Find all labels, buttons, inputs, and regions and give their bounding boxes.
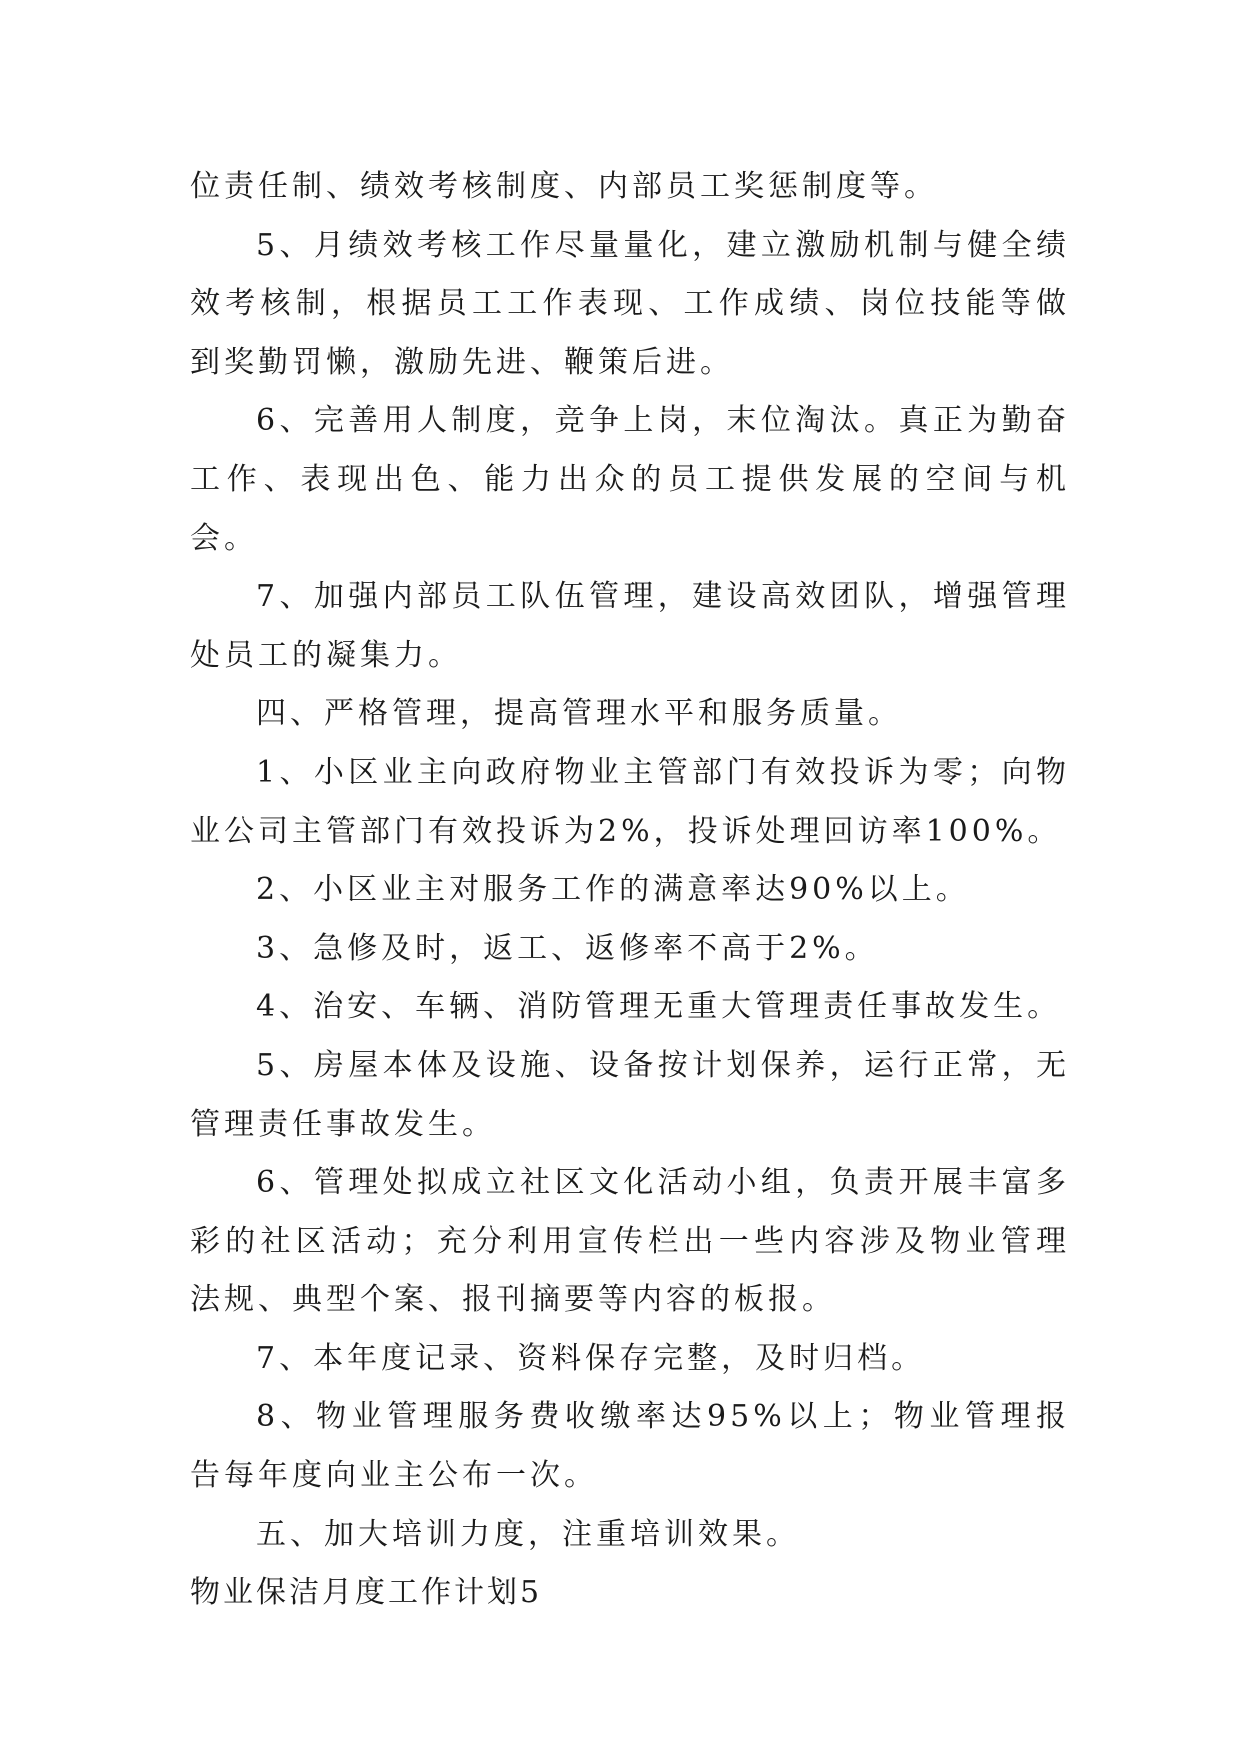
document-title-line: 物业保洁月度工作计划5: [190, 1575, 543, 1611]
paragraph-item-5b: 5、房屋本体及设施、设备按计划保养，运行正常，无管理责任事故发生。: [190, 1047, 1070, 1142]
section-heading-4: 四、严格管理，提高管理水平和服务质量。: [256, 696, 902, 732]
paragraph-item-7: 7、加强内部员工队伍管理，建设高效团队，增强管理处员工的凝集力。: [190, 579, 1070, 673]
section-heading-5: 五、加大培训力度，注重培训效果。: [256, 1516, 800, 1552]
paragraph-item-6b: 6、管理处拟成立社区文化活动小组，负责开展丰富多彩的社区活动；充分利用宣传栏出一些内容涉及物业管理法规、典型个案、报刊摘要等内容的板报。: [190, 1165, 1070, 1318]
paragraph-item-4: 4、治安、车辆、消防管理无重大管理责任事故发生。: [256, 989, 1062, 1025]
paragraph-item-3: 3、急修及时，返工、返修率不高于2%。: [256, 930, 879, 966]
paragraph-item-5: 5、月绩效考核工作尽量量化，建立激励机制与健全绩效考核制，根据员工工作表现、工作成绩、岗位技能等做到奖勤罚懒，激励先进、鞭策后进。: [190, 227, 1070, 380]
paragraph-item-8: 8、物业管理服务费收缴率达95%以上；物业管理报告每年度向业主公布一次。: [190, 1399, 1070, 1494]
paragraph-item-7b: 7、本年度记录、资料保存完整，及时归档。: [256, 1340, 926, 1376]
document-body: [190, 158, 1070, 1623]
paragraph-continuation: 位责任制、绩效考核制度、内部员工奖惩制度等。: [190, 169, 938, 204]
paragraph-item-6: 6、完善用人制度，竞争上岗，末位淘汰。真正为勤奋工作、表现出色、能力出众的员工提供发展的空间与机会。: [190, 403, 1070, 556]
paragraph-item-2: 2、小区业主对服务工作的满意率达90%以上。: [256, 872, 970, 908]
paragraph-item-1: 1、小区业主向政府物业主管部门有效投诉为零；向物业公司主管部门有效投诉为2%，投诉处理回访率100%。: [190, 754, 1070, 849]
